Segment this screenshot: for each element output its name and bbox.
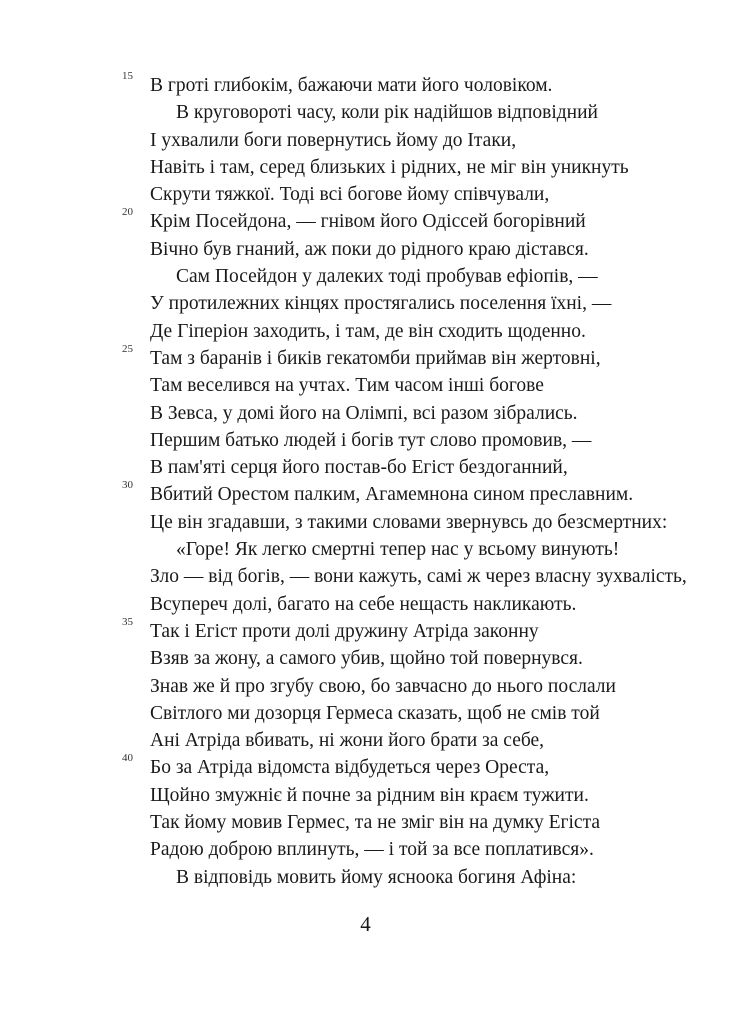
verse-text: В відповідь мовить йому ясноока богиня Афіна: xyxy=(176,866,577,888)
verse-text: Всупереч долі, багато на себе нещасть накликають. xyxy=(150,593,577,615)
verse-text: Знав же й про згубу свою, бо завчасно до нього послали xyxy=(150,675,616,697)
verse-line xyxy=(0,181,731,208)
verse-line xyxy=(0,836,731,863)
verse-text: Де Гіперіон заходить, і там, де він сходить щоденно. xyxy=(150,320,586,342)
verse-line xyxy=(0,782,731,809)
verse-text: «Горе! Як легко смертні тепер нас у всьому винують! xyxy=(176,539,620,561)
verse-line xyxy=(0,563,731,590)
verse-line xyxy=(0,591,731,618)
verse-text: Взяв за жону, а самого убив, щойно той повернувся. xyxy=(150,648,583,670)
verse-text: Щойно змужніє й почне за рідним він краєм тужити. xyxy=(150,784,589,806)
line-number: 15 xyxy=(122,70,133,82)
verse-line xyxy=(0,754,731,781)
verse-text: Першим батько людей і богів тут слово промовив, — xyxy=(150,429,592,451)
verse-line xyxy=(0,72,731,99)
verse-text: Скрути тяжкої. Тоді всі богове йому співчували, xyxy=(150,184,550,206)
verse-line xyxy=(0,400,731,427)
verse-text: В гроті глибокім, бажаючи мати його чоловіком. xyxy=(150,75,553,96)
verse-line xyxy=(0,645,731,672)
verse-text: Ані Атріда вбивать, ні жони його брати за себе, xyxy=(150,730,545,752)
verse-line xyxy=(0,290,731,317)
verse-text: В пам'яті серця його постав-бо Егіст бездоганний, xyxy=(150,457,568,479)
line-number: 30 xyxy=(122,479,133,492)
verse-text: Вічно був гнаний, аж поки до рідного краю дістався. xyxy=(150,238,589,260)
verse-text: Світлого ми дозорця Гермеса сказать, щоб не смів той xyxy=(150,702,600,724)
verse-text: І ухвалили боги повернутись йому до Ітаки, xyxy=(150,129,517,151)
verse-text: Це він згадавши, з такими словами звернувсь до безсмертних: xyxy=(150,511,668,533)
verse-line xyxy=(0,536,731,563)
verse-text: Навіть і там, серед близьких і рідних, не міг він уникнуть xyxy=(150,156,629,178)
poem-text xyxy=(0,72,731,891)
verse-line xyxy=(0,236,731,263)
verse-text: Бо за Атріда відомста відбудеться через Ореста, xyxy=(150,757,550,779)
verse-line xyxy=(0,864,731,891)
verse-text: Так і Егіст проти долі дружину Атріда законну xyxy=(150,620,539,642)
verse-text: У протилежних кінцях простягались поселення їхні, — xyxy=(150,293,612,315)
verse-text: Радою доброю вплинуть, — і той за все поплатився». xyxy=(150,839,594,861)
line-number: 40 xyxy=(122,752,133,765)
verse-line xyxy=(0,99,731,126)
verse-text: Вбитий Орестом палким, Агамемнона сином преславним. xyxy=(150,484,634,506)
line-number: 25 xyxy=(122,342,133,355)
verse-text: Там з баранів і биків гекатомби приймав він жертовні, xyxy=(150,347,601,369)
line-number: 20 xyxy=(122,206,133,219)
verse-line xyxy=(0,372,731,399)
verse-text: Крім Посейдона, — гнівом його Одіссей богорівний xyxy=(150,211,586,233)
verse-line xyxy=(0,208,731,235)
line-number: 35 xyxy=(122,615,133,628)
verse-line xyxy=(0,263,731,290)
verse-line xyxy=(0,700,731,727)
verse-text: Так йому мовив Гермес, та не зміг він на думку Егіста xyxy=(150,812,600,834)
verse-line xyxy=(0,318,731,345)
verse-line xyxy=(0,154,731,181)
verse-line xyxy=(0,727,731,754)
verse-line xyxy=(0,673,731,700)
verse-line xyxy=(0,809,731,836)
verse-text: Сам Посейдон у далеких тоді пробував ефіопів, — xyxy=(176,266,598,288)
verse-text: Зло — від богів, — вони кажуть, самі ж через власну зухвалість, xyxy=(150,566,687,588)
verse-text: В Зевса, у домі його на Олімпі, всі разом зібрались. xyxy=(150,402,578,424)
verse-line xyxy=(0,127,731,154)
verse-line xyxy=(0,427,731,454)
verse-line xyxy=(0,454,731,481)
page-number: 4 xyxy=(360,912,371,936)
verse-text: В круговороті часу, коли рік надійшов відповідний xyxy=(176,102,598,124)
verse-line xyxy=(0,481,731,508)
verse-line xyxy=(0,509,731,536)
verse-line xyxy=(0,615,731,645)
verse-line xyxy=(0,342,731,372)
verse-text: Там веселився на учтах. Тим часом інші богове xyxy=(150,375,544,397)
